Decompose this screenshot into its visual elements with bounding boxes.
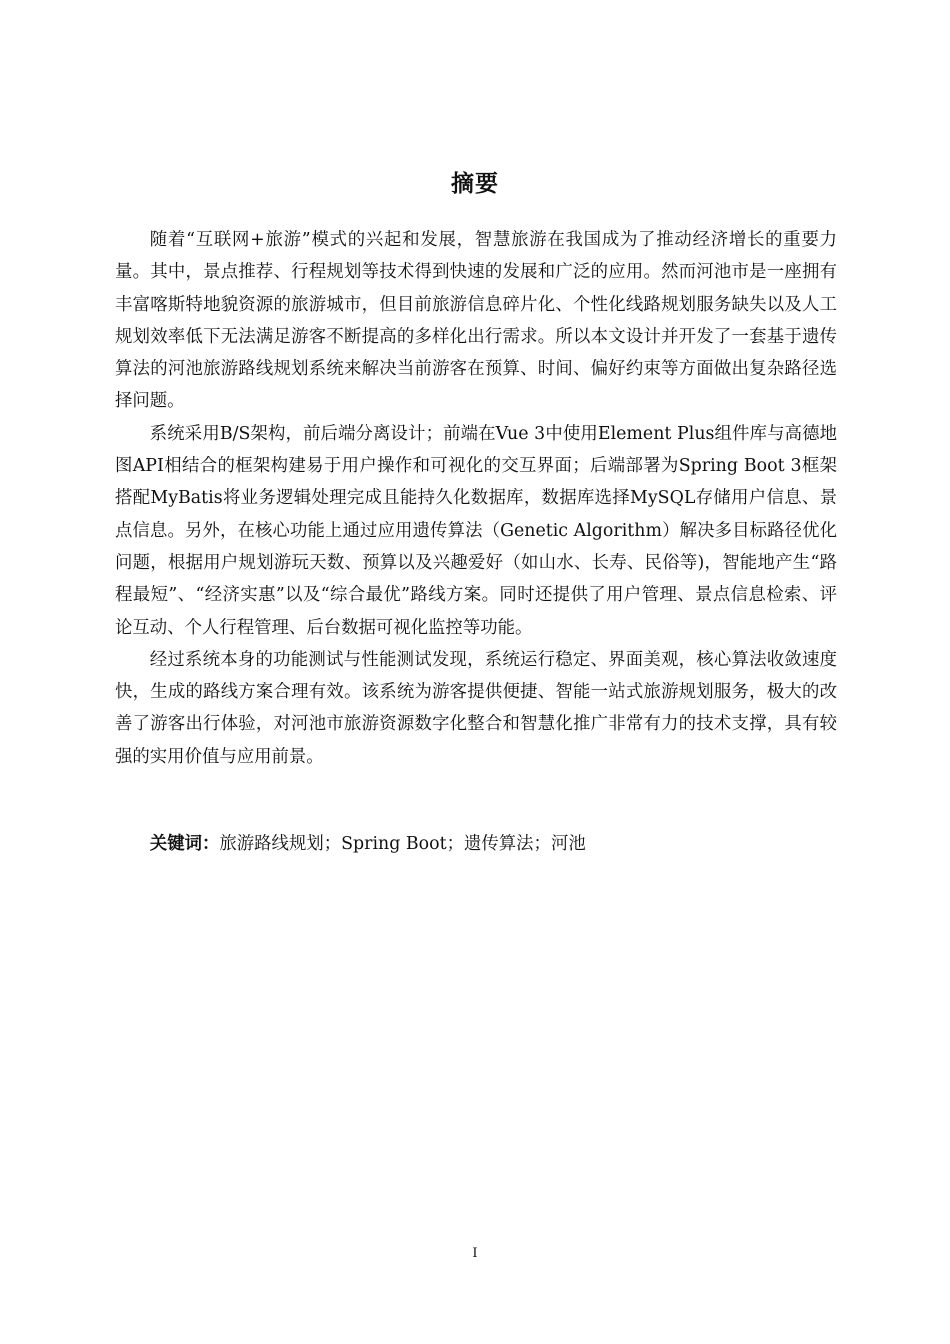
abstract-body: [115, 224, 837, 773]
abstract-title: 摘要: [451, 171, 499, 197]
keywords-line: [115, 828, 837, 860]
page-number: I: [472, 1246, 478, 1261]
keywords-text: 旅游路线规划；Spring Boot；遗传算法；河池: [219, 834, 586, 854]
abstract-paragraph-3: 经过系统本身的功能测试与性能测试发现，系统运行稳定、界面美观，核心算法收敛速度快，生成的路线方案合理有效。该系统为游客提供便捷、智能一站式旅游规划服务，极大的改善了游客出行体验，对河池市旅游资源数字化整合和智慧化推广非常有力的技术支撑，具有较强的实用价值与应用前景。: [115, 649, 837, 767]
abstract-paragraph-1: 随着“互联网+旅游”模式的兴起和发展，智慧旅游在我国成为了推动经济增长的重要力量。其中，景点推荐、行程规划等技术得到快速的发展和广泛的应用。然而河池市是一座拥有丰富喀斯特地貌资源的旅游城市，但目前旅游信息碎片化、个性化线路规划服务缺失以及人工规划效率低下无法满足游客不断提高的多样化出行需求。所以本文设计并开发了一套基于遗传算法的河池旅游路线规划系统来解决当前游客在预算、时间、偏好约束等方面做出复杂路径选择问题。: [115, 230, 837, 412]
keywords-label: 关键词：: [149, 834, 220, 854]
abstract-paragraph-2: 系统采用B/S架构，前后端分离设计；前端在Vue 3中使用Element Plus组件库与高德地图API相结合的框架构建易于用户操作和可视化的交互界面；后端部署为Spring Boot 3框架搭配MyBatis将业务逻辑处理完成且能持久化数据库，数据库选择MySQL存储用户信息、景点信息。另外，在核心功能上通过应用遗传算法（Genetic Algorithm）解决多目标路径优化问题，根据用户规划游玩天数、预算以及兴趣爱好（如山水、长寿、民俗等)，智能地产生“路程最短”、“经济实惠”以及“综合最优”路线方案。同时还提供了用户管理、景点信息检索、评论互动、个人行程管理、后台数据可视化监控等功能。: [115, 423, 837, 638]
